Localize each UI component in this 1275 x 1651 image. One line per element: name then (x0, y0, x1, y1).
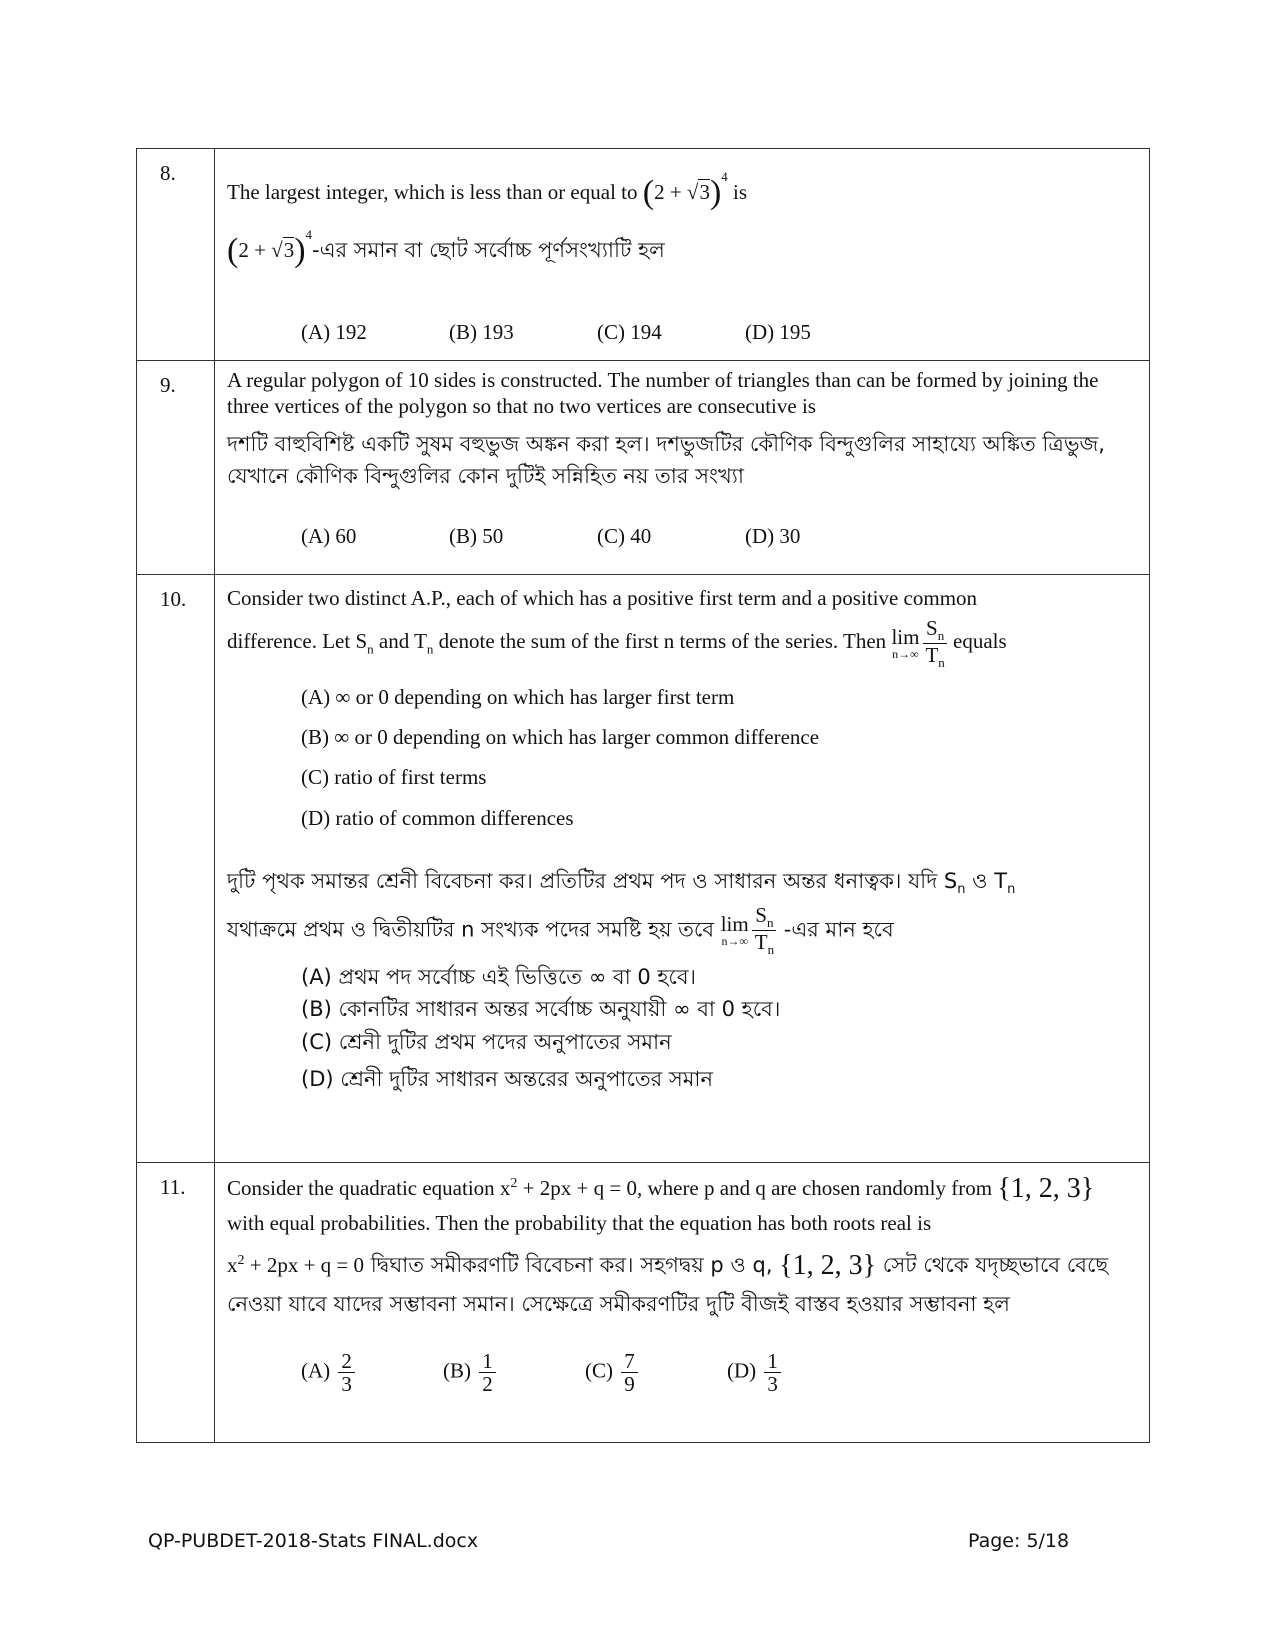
question-text-en: A regular polygon of 10 sides is constructed. The number of triangles than can be formed by joining the three vertices of the polygon so that no two vertices are consecutive is (227, 368, 1099, 419)
footer-filename: QP-PUBDET-2018-Stats FINAL.docx (148, 1530, 479, 1552)
text: -এর মান হবে (783, 917, 894, 942)
fraction (621, 1350, 638, 1395)
question-text: The largest integer, which is less than or equal to (227, 180, 638, 204)
question-text-en-line2 (227, 617, 1137, 670)
options (227, 319, 1137, 345)
text: যথাক্রমে প্রথম ও দ্বিতীয়টির n সংখ্যক পদের সমষ্টি হয় তবে (227, 917, 715, 942)
question-text-bn: দশটি বাহুবিশিষ্ট একটি সুষম বহুভুজ অঙ্কন করা হল। দশভুজটির কৌণিক বিন্দুগুলির সাহায্যে অঙ্কিত ত্রিভুজ, যেখানে কৌণিক বিন্দুগুলির কোন দুটিই সন্নিহিত নয় তার সংখ্যা (227, 431, 1105, 489)
question-text-tail: is (733, 180, 748, 204)
numerator: S (755, 903, 767, 928)
superscript: 2 (510, 1176, 518, 1191)
fraction (338, 1350, 355, 1395)
option-a[interactable] (301, 1350, 443, 1395)
question-row-8 (137, 149, 1150, 361)
option-b-bn[interactable]: (B) কোনটির সাধারন অন্তর সর্বোচ্চ অনুযায়ী ∞ বা 0 হবে। (301, 997, 781, 1022)
lim-under: n→∞ (892, 647, 919, 662)
option-c-bn[interactable]: (C) শ্রেনী দুটির প্রথম পদের অনুপাতের সমান (301, 1029, 672, 1054)
option-label: (A) (301, 1358, 331, 1383)
text: equals (953, 629, 1007, 654)
option-d[interactable]: (D) 195 (745, 320, 811, 345)
option-b[interactable] (443, 1350, 585, 1395)
denominator: T (754, 930, 768, 955)
question-number-cell (137, 575, 215, 1163)
denominator: T (925, 643, 939, 668)
question-number-cell (137, 1163, 215, 1443)
subscript: n (766, 915, 774, 931)
set-expression: {1, 2, 3} (779, 1250, 877, 1282)
lim-word: lim (891, 625, 920, 650)
denominator: 3 (341, 1372, 352, 1397)
question-row-10 (137, 575, 1150, 1163)
limit-expression (721, 914, 749, 947)
subscript: n (937, 628, 945, 644)
text: Consider the quadratic equation x (227, 1176, 511, 1200)
option-label: (B) (443, 1358, 471, 1383)
subscript: n (957, 882, 966, 898)
subscript: n (367, 641, 374, 657)
question-table (136, 148, 1150, 1443)
question-text-en-line1: Consider two distinct A.P., each of which has a positive first term and a positive common (227, 586, 978, 610)
option-c[interactable] (585, 1350, 727, 1395)
question-text-bn (227, 225, 1137, 278)
numerator: S (926, 616, 938, 641)
text: সেট থেকে যদৃচ্ছভাবে বেছে (882, 1253, 1109, 1278)
question-text-bn-line1 (227, 865, 1137, 900)
fraction (922, 617, 947, 670)
question-body (215, 575, 1150, 1163)
fraction (764, 1350, 781, 1395)
numerator: 1 (479, 1350, 496, 1373)
subscript: n (938, 655, 945, 671)
option-d[interactable] (727, 1350, 869, 1395)
option-a-bn[interactable]: (A) প্রথম পদ সর্বোচ্চ এই ভিত্তিতে ∞ বা 0 হবে। (301, 964, 697, 989)
expr-base: 2 + (654, 180, 687, 204)
question-row-9 (137, 361, 1150, 575)
math-expression: $(2 + √3)^4$ (227, 226, 313, 269)
question-text-en-line1 (227, 1171, 1137, 1206)
text: + 2px + q = 0, where p and q are chosen randomly from (517, 1176, 993, 1200)
subscript: n (1007, 882, 1016, 898)
set-expression: {1, 2, 3} (997, 1173, 1095, 1204)
options (227, 523, 1137, 549)
question-text-en-line2: with equal probabilities. Then the probability that the equation has both roots real is (227, 1211, 932, 1235)
option-c[interactable]: (C) 40 (597, 523, 652, 548)
option-c[interactable]: (C) 194 (597, 320, 662, 345)
denominator: 2 (482, 1372, 493, 1397)
lim-word: lim (720, 912, 749, 937)
question-body (215, 361, 1150, 575)
text: + 2px + q = 0 (244, 1253, 365, 1278)
question-number: 9. (160, 373, 176, 397)
options-en (227, 684, 1137, 831)
equation (227, 1253, 364, 1277)
text: difference. Let S (227, 629, 368, 654)
expr-power: 4 (305, 226, 313, 242)
option-a[interactable]: (A) 60 (301, 523, 357, 548)
question-text: -এর সমান বা ছোট সর্বোচ্চ পূর্ণসংখ্যাটি হল (312, 237, 665, 262)
text: ও T (972, 868, 1008, 893)
option-d-bn[interactable]: (D) শ্রেনী দুটির সাধারন অন্তরের অনুপাতের সমান (301, 1066, 714, 1091)
subscript: n (767, 942, 775, 958)
math-expression: $(2 + √3)^4$ (642, 169, 728, 211)
question-row-11 (137, 1163, 1150, 1443)
text: denote the sum of the first n terms of the series. Then (438, 629, 887, 654)
question-body (215, 1163, 1150, 1443)
denominator: 3 (767, 1372, 778, 1397)
text: দুটি পৃথক সমান্তর শ্রেনী বিবেচনা কর। প্রতিটির প্রথম পদ ও সাধারন অন্তর ধনাত্বক। যদি S (227, 868, 958, 893)
superscript: 2 (237, 1253, 245, 1269)
option-c[interactable]: (C) ratio of first terms (301, 765, 487, 790)
question-body (215, 149, 1150, 361)
question-text-bn-line2: নেওয়া যাবে যাদের সম্ভাবনা সমান। সেক্ষেত্রে সমীকরণটির দুটি বীজই বাস্তব হওয়ার সম্ভাবনা হল (227, 1291, 1010, 1316)
text: and T (378, 629, 427, 654)
expr-root: 3 (699, 180, 710, 204)
numerator: 1 (764, 1350, 781, 1373)
question-number: 10. (160, 587, 187, 611)
subscript: n (426, 641, 434, 657)
limit-expression (891, 627, 919, 660)
expr-root: 3 (283, 237, 295, 262)
option-b[interactable]: (B) 50 (449, 523, 504, 548)
option-b[interactable]: (B) ∞ or 0 depending on which has larger common difference (301, 725, 820, 750)
numerator: 2 (338, 1350, 355, 1373)
option-d[interactable]: (D) 30 (745, 523, 801, 548)
numerator: 7 (621, 1350, 638, 1373)
fraction (752, 904, 777, 957)
denominator: 9 (624, 1372, 635, 1397)
option-d[interactable]: (D) ratio of common differences (301, 805, 574, 830)
question-number-cell (137, 361, 215, 575)
fraction (479, 1350, 496, 1395)
question-number-cell (137, 149, 215, 361)
option-label: (C) (585, 1358, 613, 1383)
options (227, 1350, 1137, 1395)
question-text-en (227, 169, 1137, 215)
option-a[interactable]: (A) ∞ or 0 depending on which has larger first term (301, 684, 735, 709)
expr-power: 4 (721, 169, 728, 184)
footer-page-number: Page: 5/18 (968, 1530, 1070, 1552)
expr-base: 2 + (238, 237, 272, 262)
option-label: (D) (727, 1358, 757, 1383)
question-text-bn-line2 (227, 904, 1137, 957)
question-number: 11. (160, 1175, 186, 1199)
lim-under: n→∞ (721, 934, 748, 949)
option-a[interactable]: (A) 192 (301, 320, 367, 345)
option-b[interactable]: (B) 193 (449, 320, 514, 345)
text: দ্বিঘাত সমীকরণটি বিবেচনা কর। সহগদ্বয় p ও q, (370, 1253, 773, 1278)
options-bn (227, 961, 1137, 1095)
question-text-bn-line1 (227, 1244, 1137, 1287)
text: x (227, 1253, 238, 1278)
question-number: 8. (160, 161, 176, 185)
